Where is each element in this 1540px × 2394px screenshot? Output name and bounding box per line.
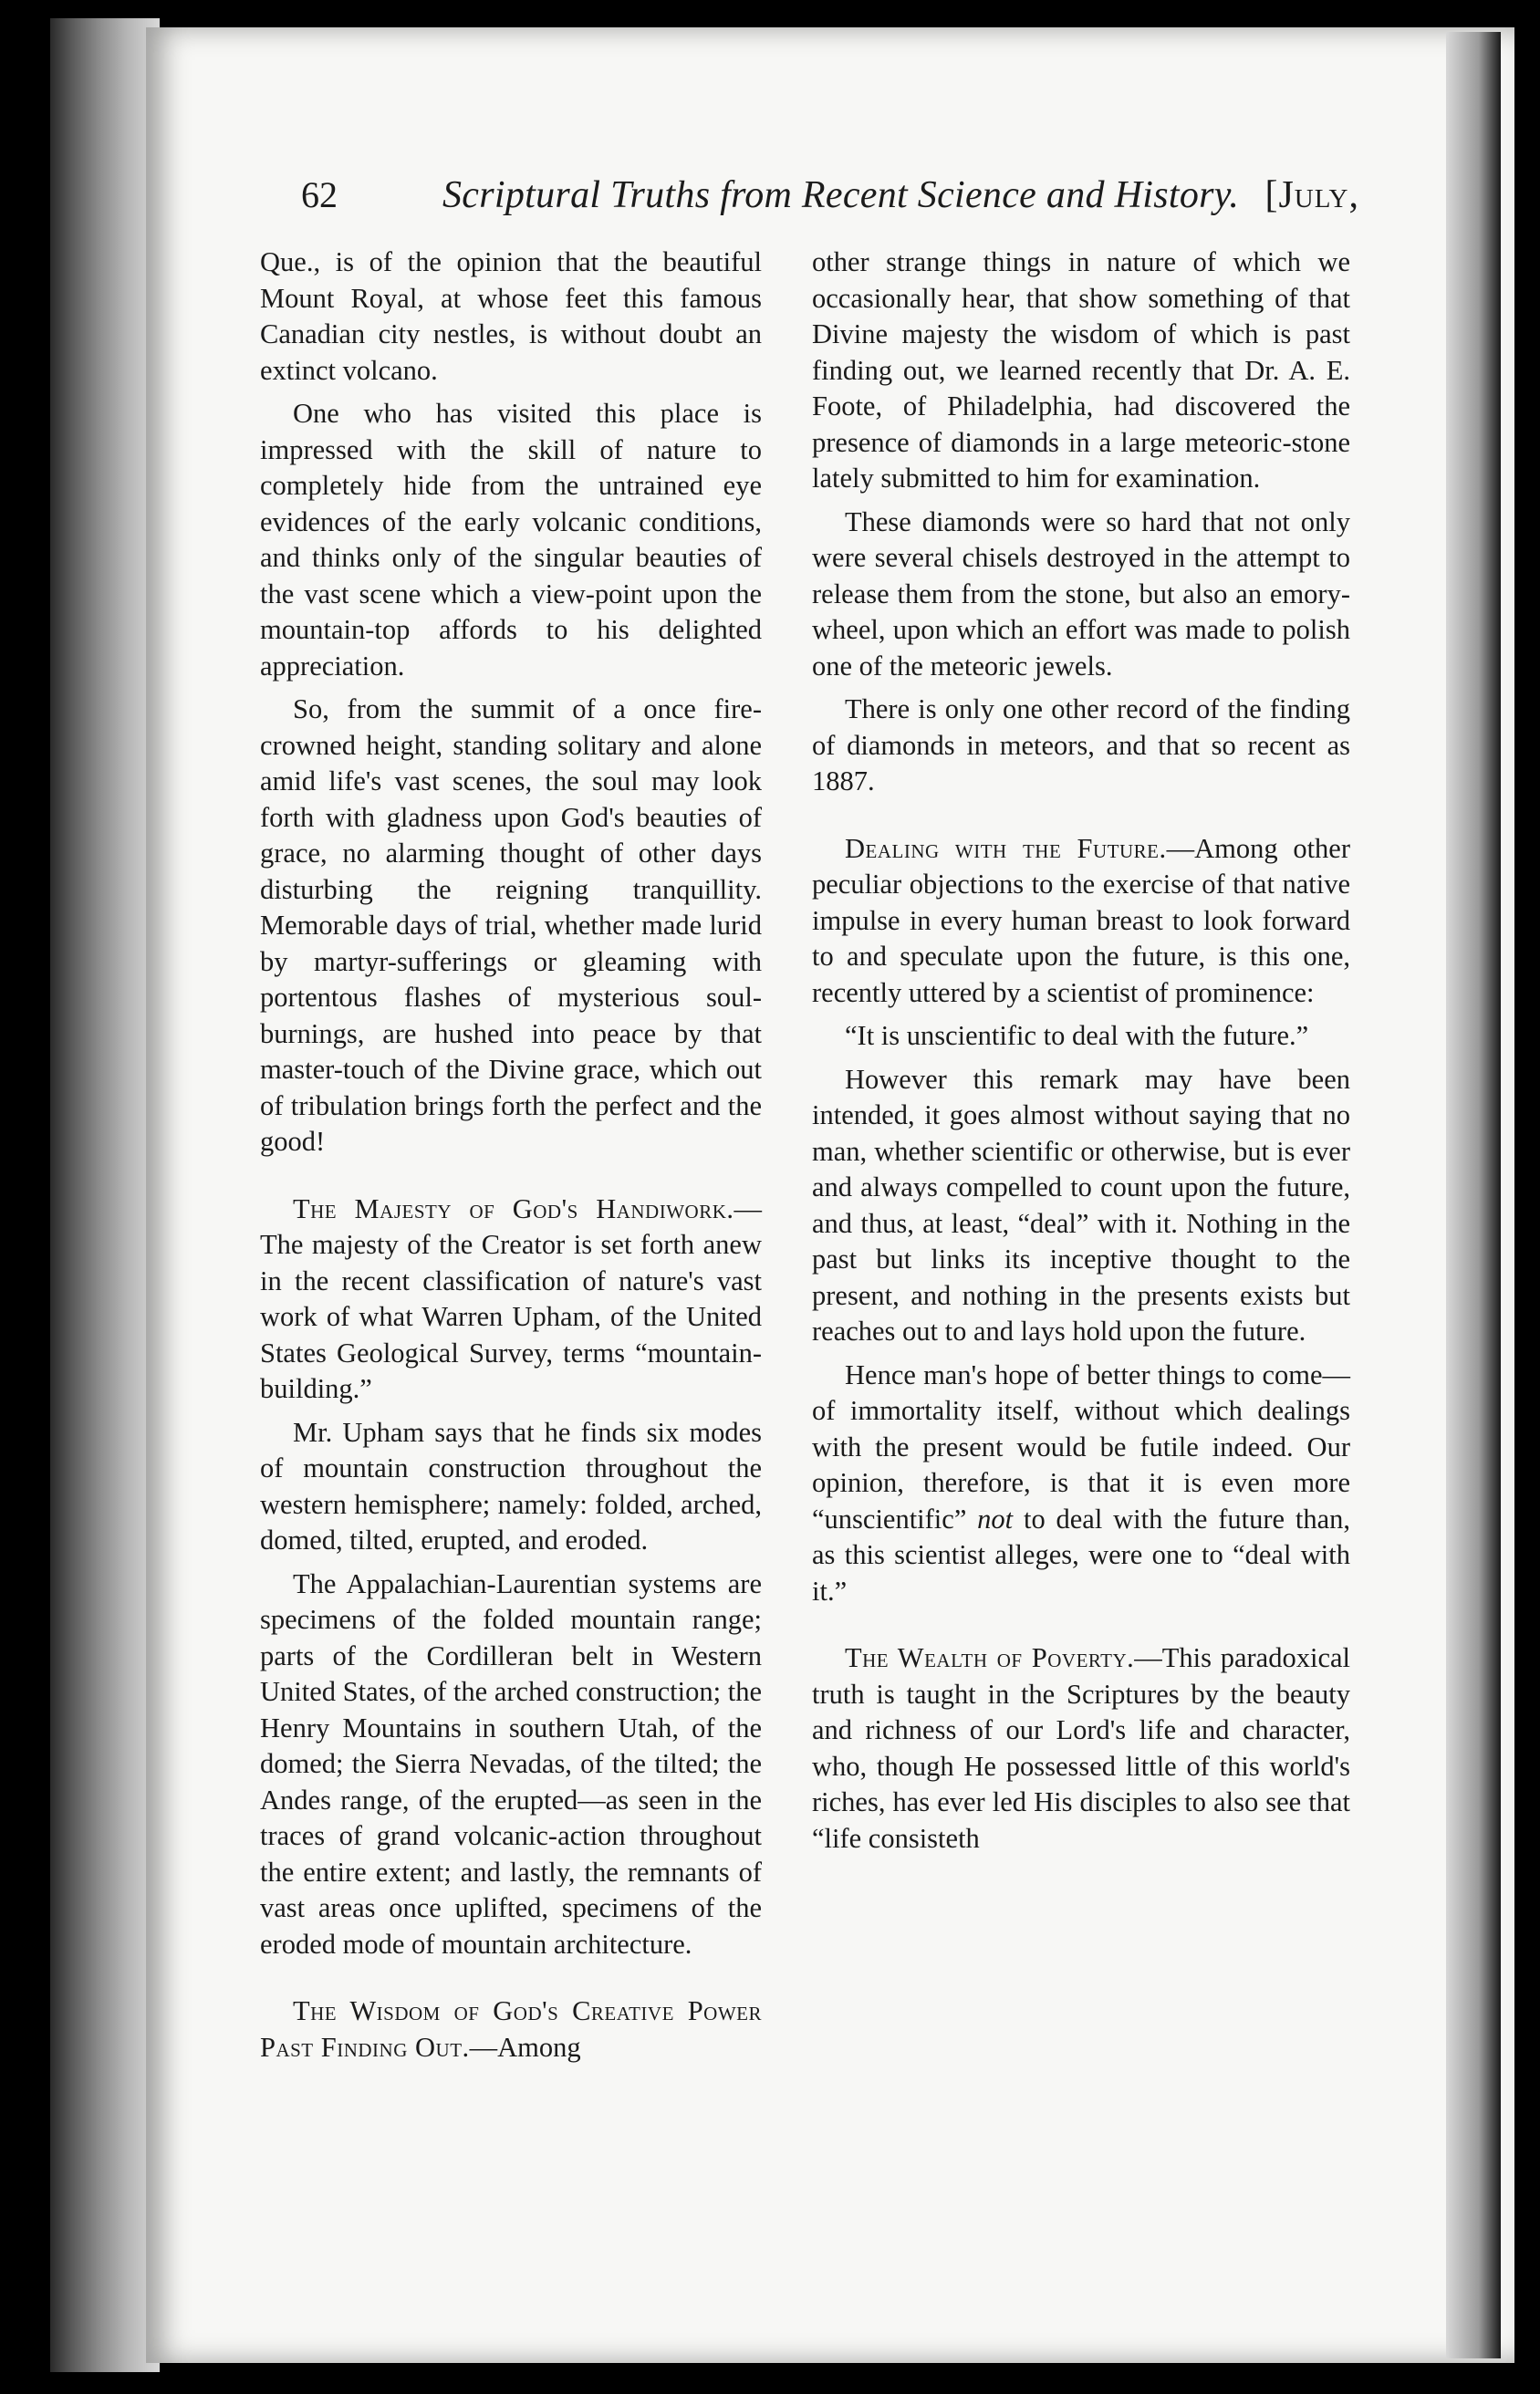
- paragraph: other strange things in nature of which we occasionally hear, that show something of that Divine majesty the wisdom of which is past finding out, we learned recently that Dr. A. E. Foote, of Philadelphia, had discovered the presence of diamonds in a large meteoric-stone lately submitted to him for examination.: [812, 246, 1350, 494]
- paragraph: Que., is of the opinion that the beautiful Mount Royal, at whose feet this famous Canadian city nestles, is without doubt an extinct volcano.: [260, 246, 762, 386]
- emphasis: not: [977, 1503, 1014, 1535]
- section-text: —The majesty of the Creator is set forth anew in the recent classification of nature's vast work of what Warren Upham, of the United States Geological Survey, terms “mountain-building.”: [260, 1192, 762, 1404]
- section-text: —Among: [469, 2031, 581, 2063]
- header-month: [July,: [1264, 174, 1359, 216]
- paragraph: However this remark may have been intended, it goes almost without saying that no man, whether scientific or otherwise, but is ever and always compelled to count upon the future, and thus, at least, “deal” with it. Nothing in the past but links its inceptive thought to the present, and nothing in the presents exists but reaches out to and lays hold upon the future.: [812, 1063, 1350, 1347]
- text-run: to deal with the future than, as this scientist alleges, were one to “deal with it.”: [812, 1503, 1350, 1607]
- paragraph: So, from the summit of a once fire-crowned height, standing solitary and alone amid life's vast scenes, the soul may look forth with gladness upon God's beauties of grace, no alarming thought of other days disturbing the reigning tranquillity. Memorable days of trial, whether made lurid by martyr-sufferings or gleaming with portentous flashes of mysterious soul-burnings, are hushed into peace by that master-touch of the Divine grace, which out of tribulation brings forth the perfect and the good!: [260, 693, 762, 1157]
- paragraph: These diamonds were so hard that not only were several chisels destroyed in the attempt to release them from the stone, but also an emory-wheel, upon which an effort was made to polish one of the meteoric jewels.: [812, 505, 1350, 682]
- section-wisdom: [260, 1993, 762, 2066]
- right-column: [812, 245, 1350, 1864]
- section-heading: Dealing with the Future.: [845, 832, 1167, 864]
- section-heading: The Majesty of God's Handiwork.: [293, 1192, 734, 1224]
- paragraph: One who has visited this place is impressed with the skill of nature to completely hide from the untrained eye evidences of the early volcanic conditions, and thinks only of the singular beauties of the vast scene which a view-point upon the mountain-top affords to his delighted appreciation.: [260, 398, 762, 682]
- page-number: 62: [301, 174, 338, 215]
- page-edge: [1446, 32, 1501, 2358]
- left-column: [260, 245, 762, 2073]
- section-future: [812, 831, 1350, 1012]
- section-heading: The Wealth of Poverty.: [845, 1642, 1135, 1673]
- section-majesty: [260, 1192, 762, 1408]
- paragraph: Mr. Upham says that he finds six modes of mountain construction throughout the western hemisphere; namely: folded, arched, domed, tilted, erupted, and eroded.: [260, 1416, 762, 1556]
- section-text: —This paradoxical truth is taught in the Scriptures by the beauty and richness of our Lord's life and character, who, though He possessed little of this world's riches, has ever led His disciples to also see that “life consisteth: [812, 1642, 1350, 1854]
- book-binding: [50, 18, 160, 2372]
- paragraph: [812, 1358, 1350, 1610]
- running-header: [301, 173, 1359, 228]
- paragraph: There is only one other record of the finding of diamonds in meteors, and that so recent as 1887.: [812, 693, 1350, 796]
- section-text: —Among other peculiar objections to the exercise of that native impulse in every human breast to look forward to and speculate upon the future, is this one, recently uttered by a scientist of prominence:: [812, 832, 1350, 1008]
- text-run: Hence man's hope of better things to come—of immortality itself, without which dealings with the present would be futile indeed. Our opinion, therefore, is that it is even more “unscientific”: [812, 1358, 1350, 1535]
- running-title: Scriptural Truths from Recent Science and History.: [442, 174, 1240, 216]
- paragraph: “It is unscientific to deal with the future.”: [845, 1020, 1309, 1051]
- section-heading: The Wisdom of God's Creative Power Past Finding Out.: [260, 1995, 762, 2063]
- paragraph: The Appalachian-Laurentian systems are specimens of the folded mountain range; parts of the Cordilleran belt in Western United States, of the arched construction; the Henry Mountains in southern Utah, of the domed; the Sierra Nevadas, of the tilted; the Andes range, of the erupted—as seen in the traces of grand volcanic-action throughout the entire extent; and lastly, the remnants of vast areas once uplifted, specimens of the eroded mode of mountain architecture.: [260, 1567, 762, 1960]
- section-wealth: [812, 1640, 1350, 1857]
